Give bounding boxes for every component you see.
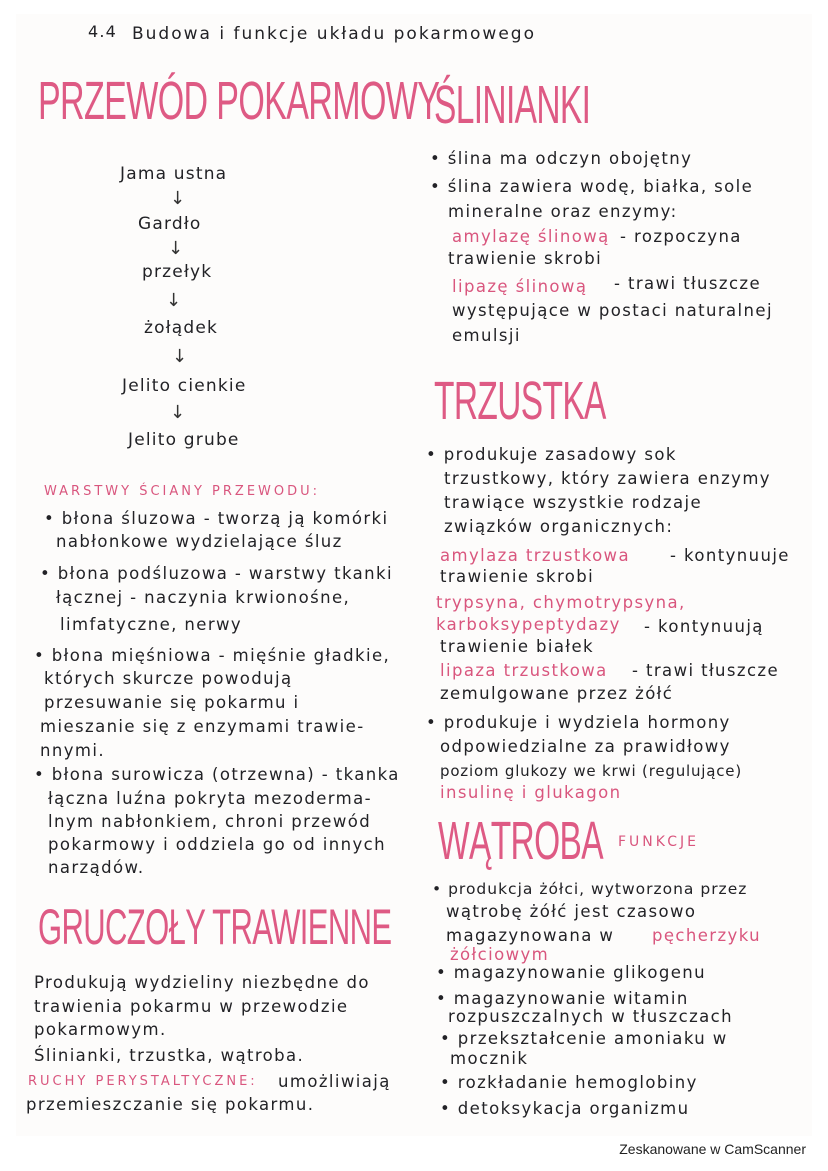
- gruczoly-line: pokarmowym.: [34, 1020, 167, 1039]
- list-item: • błona śluzowa - tworzą ją komórki: [44, 509, 389, 528]
- list-item: • błona surowicza (otrzewna) - tkanka: [34, 765, 400, 784]
- enzyme-desc: - trawi tłuszcze: [614, 274, 762, 293]
- list-item-line: mieszanie się z enzymami trawie-: [40, 717, 365, 736]
- enzyme-name: amylaza trzustkowa: [440, 546, 630, 565]
- sliniani-line: mineralne oraz enzymy:: [448, 202, 678, 221]
- enzyme-desc: - trawi tłuszcze: [632, 661, 780, 680]
- enzyme-desc: występujące w postaci naturalnej: [452, 301, 773, 320]
- ruchy-label: RUCHY PERYSTALTYCZNE:: [28, 1074, 258, 1089]
- trzustka-title: TRZUSTKA: [434, 371, 606, 431]
- gruczoly-line: trawienia pokarmu w przewodzie: [34, 997, 349, 1016]
- chain-item: żołądek: [144, 318, 219, 338]
- watroba-item: • rozkładanie hemoglobiny: [440, 1073, 698, 1092]
- enzyme-desc: trawienie skrobi: [440, 567, 595, 586]
- list-item-line: pokarmowy i oddziela go od innych: [48, 835, 386, 854]
- enzyme-desc: zemulgowane przez żółć: [440, 684, 674, 703]
- chain-item: przełyk: [142, 262, 213, 282]
- camscanner-watermark: Zeskanowane w CamScanner: [619, 1141, 806, 1157]
- enzyme-desc: - kontynuują: [644, 617, 764, 636]
- watroba-subtitle: FUNKCJE: [618, 834, 699, 850]
- enzyme-desc: - kontynuuje: [670, 546, 790, 565]
- chain-item: Jelito grube: [128, 430, 240, 450]
- arrow-down-icon: ↓: [168, 238, 184, 259]
- list-item-line: nnymi.: [40, 741, 105, 760]
- section-number: 4.4: [88, 22, 118, 41]
- sliniani-title: ŚLINIANKI: [434, 75, 591, 135]
- enzyme-name: karboksypeptydazy: [436, 615, 621, 634]
- layers-heading: WARSTWY ŚCIANY PRZEWODU:: [44, 484, 321, 499]
- sliniani-bullet: • ślina zawiera wodę, białka, sole: [430, 177, 754, 196]
- enzyme-desc: emulsji: [452, 326, 521, 345]
- ruchy-text: umożliwiają: [278, 1072, 391, 1091]
- list-item-line: limfatyczne, nerwy: [60, 615, 243, 634]
- watroba-line: rozpuszczalnych w tłuszczach: [448, 1007, 733, 1026]
- sliniani-bullet: • ślina ma odczyn obojętny: [430, 149, 693, 168]
- watroba-item: • przekształcenie amoniaku w: [440, 1029, 728, 1048]
- watroba-item: • detoksykacja organizmu: [440, 1099, 690, 1118]
- watroba-title: WĄTROBA: [438, 811, 603, 871]
- gruczoly-line: Produkują wydzieliny niezbędne do: [34, 973, 370, 992]
- hormones: insulinę i glukagon: [440, 783, 622, 802]
- list-item-line: narządów.: [48, 858, 145, 877]
- arrow-down-icon: ↓: [170, 188, 186, 209]
- trzustka-line: związków organicznych:: [444, 517, 674, 536]
- gruczoly-line: Ślinianki, trzustka, wątroba.: [34, 1046, 305, 1065]
- trzustka-line: trzustkowy, który zawiera enzymy: [444, 469, 771, 488]
- list-item-line: których skurcze powodują: [44, 669, 293, 688]
- gruczoly-title: GRUCZOŁY TRAWIENNE: [38, 899, 392, 955]
- enzyme-name: lipazę ślinową: [452, 277, 588, 296]
- watroba-line: mocznik: [450, 1049, 529, 1068]
- enzyme-name: amylazę ślinową: [452, 227, 610, 246]
- list-item-line: łącznej - naczynia krwionośne,: [56, 588, 351, 607]
- watroba-line: magazynowana w: [446, 926, 615, 945]
- list-item-line: przesuwanie się pokarmu i: [44, 693, 300, 712]
- list-item: • błona mięśniowa - mięśnie gładkie,: [34, 646, 391, 665]
- chain-item: Gardło: [138, 214, 202, 234]
- list-item-line: łączna luźna pokryta mezoderma-: [48, 789, 372, 808]
- watroba-pink: żółciowym: [450, 945, 550, 964]
- trzustka-bullet: • produkuje i wydziela hormony: [426, 713, 731, 732]
- przewod-title: PRZEWÓD POKARMOWY: [38, 71, 440, 131]
- chain-item: Jelito cienkie: [122, 376, 247, 396]
- arrow-down-icon: ↓: [166, 290, 182, 311]
- trzustka-line: odpowiedzialne za prawidłowy: [440, 737, 731, 756]
- trzustka-bullet: • produkuje zasadowy sok: [426, 445, 677, 464]
- watroba-item: • magazynowanie witamin: [436, 989, 689, 1008]
- list-item-line: nabłonkowe wydzielające śluz: [56, 532, 343, 551]
- chain-item: Jama ustna: [120, 164, 228, 184]
- watroba-item: • magazynowanie glikogenu: [436, 963, 707, 982]
- enzyme-desc: trawienie skrobi: [448, 249, 603, 268]
- enzyme-desc: trawienie białek: [440, 637, 594, 656]
- page-title: Budowa i funkcje układu pokarmowego: [132, 24, 536, 44]
- list-item: • błona podśluzowa - warstwy tkanki: [40, 564, 393, 583]
- watroba-item: • produkcja żółci, wytworzona przez: [432, 880, 748, 898]
- enzyme-name: trypsyna, chymotrypsyna,: [436, 593, 686, 612]
- trzustka-line: poziom glukozy we krwi (regulujące): [440, 762, 742, 780]
- enzyme-name: lipaza trzustkowa: [440, 661, 608, 680]
- watroba-line: wątrobę żółć jest czasowo: [446, 902, 697, 921]
- arrow-down-icon: ↓: [172, 346, 188, 367]
- watroba-pink: pęcherzyku: [652, 926, 762, 945]
- trzustka-line: trawiące wszystkie rodzaje: [444, 493, 703, 512]
- list-item-line: lnym nabłonkiem, chroni przewód: [48, 812, 372, 831]
- arrow-down-icon: ↓: [170, 402, 186, 423]
- ruchy-text: przemieszczanie się pokarmu.: [26, 1095, 315, 1114]
- enzyme-desc: - rozpoczyna: [620, 227, 742, 246]
